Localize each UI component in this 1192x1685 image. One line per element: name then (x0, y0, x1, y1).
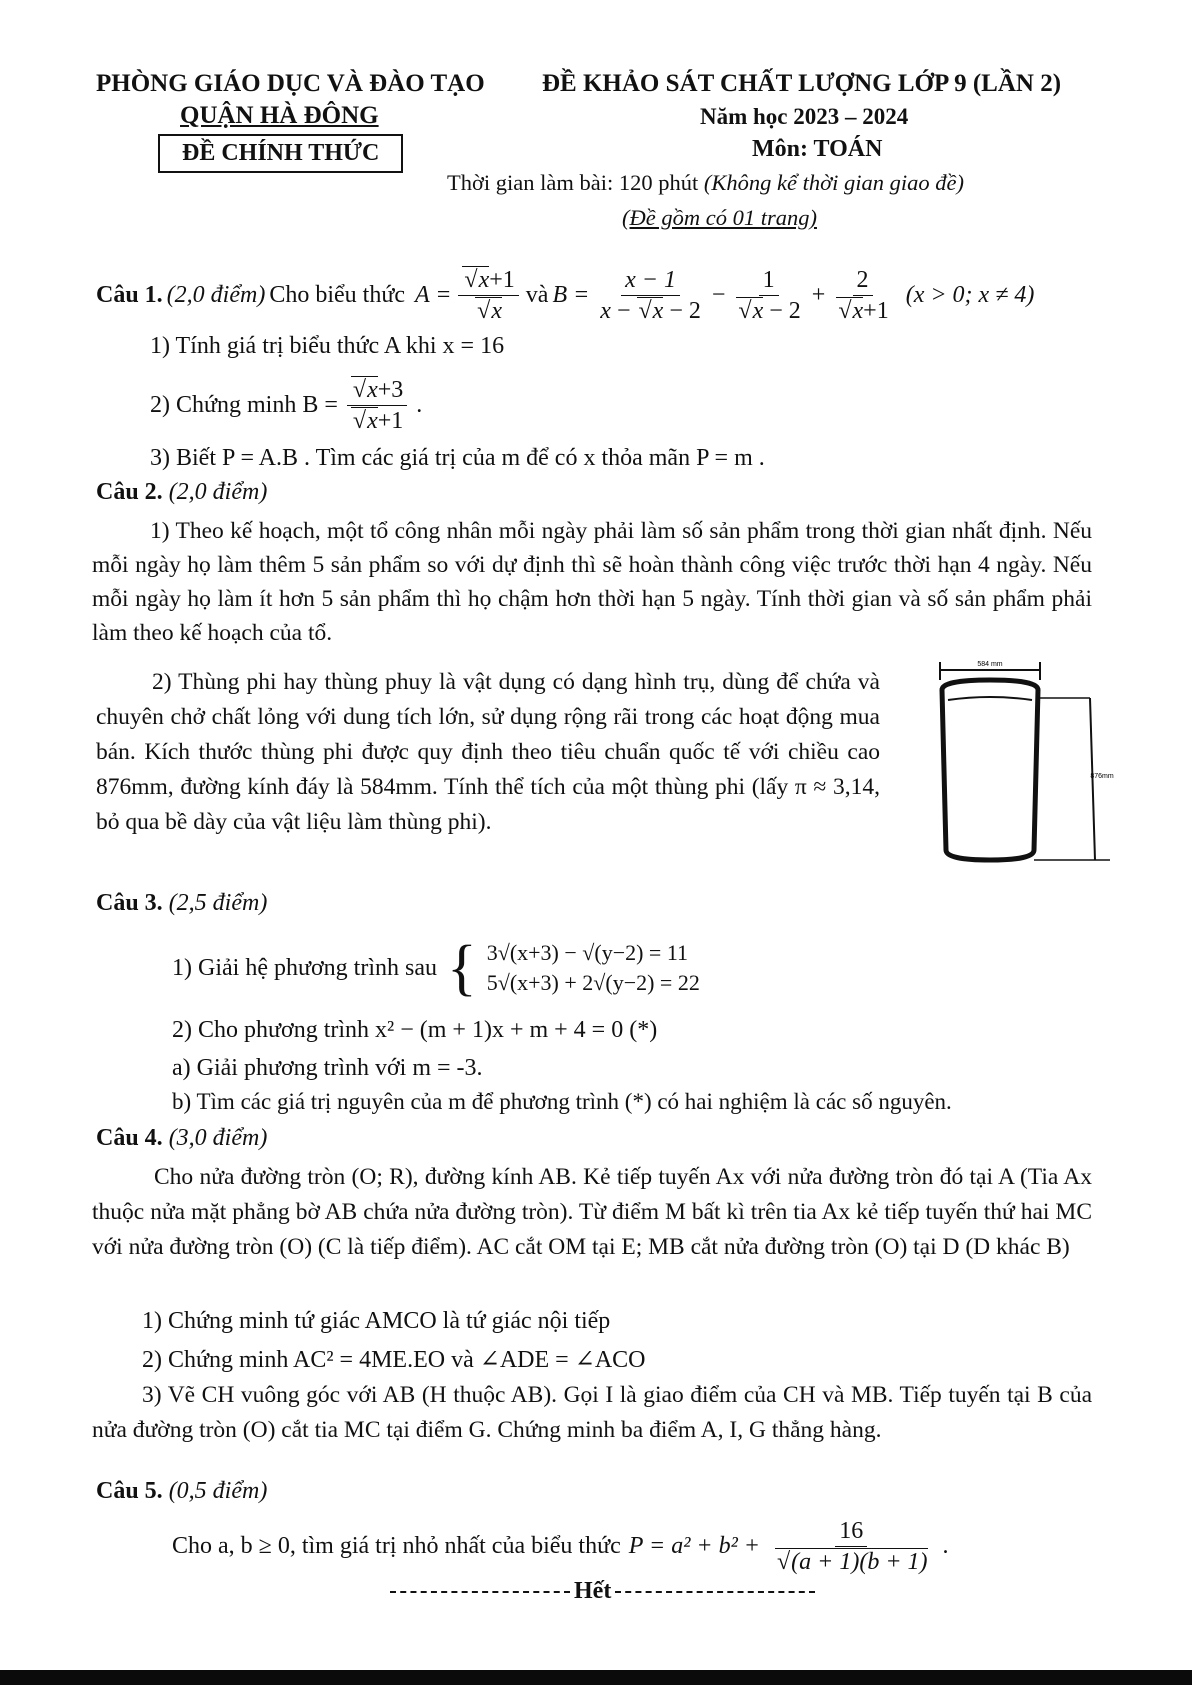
exam-title: ĐỀ KHẢO SÁT CHẤT LƯỢNG LỚP 9 (LẦN 2) (542, 70, 1062, 97)
q2-part2: 2) Thùng phi hay thùng phuy là vật dụng có dạng hình trụ, dùng để chứa và chuyên chở chất lỏng với dung tích lớn, sử dụng rộng rãi trong các hoạt động mua bán. Kích thước thùng phi được quy định theo tiêu chuẩn quốc tế với chiều cao 876mm, đường kính đáy là 584mm. Tính thể tích của một thùng phi (lấy π ≈ 3,14, bỏ qua bề dày của vật liệu làm thùng phi). (96, 669, 880, 835)
barrel-figure (920, 660, 1120, 870)
q5-numerator: 16 (835, 1516, 867, 1547)
q4-intro: Cho nửa đường tròn (O; R), đường kính AB. Kẻ tiếp tuyến Ax với nửa đường tròn đó tại A (Tia Ax thuộc nửa mặt phẳng bờ AB chứa nửa đường tròn). Từ điểm M bất kì trên tia Ax kẻ tiếp tuyến thứ hai MC với nửa đường tròn (O) (C là tiếp điểm). AC cắt OM tại E; MB cắt nửa đường tròn (O) tại D (D khác B) (92, 1164, 1092, 1260)
q5-points: (0,5 điểm) (168, 1478, 268, 1504)
q2-points: (2,0 điểm) (168, 479, 268, 505)
expr-b: B = (552, 281, 590, 308)
q1-condition: (x > 0; x ≠ 4) (905, 281, 1035, 308)
frac-b1: $\frac{x - 1}{x - √ x - 2}$ (596, 265, 705, 326)
q5-intro: Cho a, b ≥ 0, tìm giá trị nhỏ nhất của biểu thức (172, 1532, 621, 1559)
end-rule-right (615, 1591, 815, 1593)
q3-part2a: a) Giải phương trình với m = -3. (172, 1055, 483, 1081)
time-note: (Không kể thời gian giao đề) (703, 170, 964, 195)
q1-header: Câu 1. (2,0 điểm) Cho biểu thức A = √ x+1 √ x và B = $\frac{x - 1}{x - √ x - 2}$ − 1 √ x − 2 + 2 √ x+1 (x > 0; x ≠ 4) (96, 258, 1034, 332)
subject: Môn: TOÁN (752, 136, 883, 162)
q3-part2b: b) Tìm các giá trị nguyên của m để phương trình (*) có hai nghiệm là các số nguyên. (172, 1089, 952, 1114)
q5-expr-left: P = a² + b² + (628, 1532, 760, 1559)
q1-points: (2,0 điểm) (166, 281, 266, 308)
department-name: PHÒNG GIÁO DỤC VÀ ĐÀO TẠO (96, 70, 485, 97)
q5-denominator: √ (a + 1)(b + 1) (775, 1548, 928, 1575)
q2-header (96, 479, 267, 506)
system-brace-icon: { (446, 934, 477, 1002)
q3-header (96, 890, 267, 917)
q5-statement: Cho a, b ≥ 0, tìm giá trị nhỏ nhất của biểu thức P = a² + b² + 16 √ (a + 1)(b + 1) . (172, 1506, 949, 1586)
barrel-height-label: 876mm (1090, 773, 1114, 780)
q3-points: (2,5 điểm) (168, 890, 268, 916)
q5-fraction (771, 1516, 932, 1577)
equation-system (487, 940, 700, 996)
q1-part2: 2) Chứng minh B = √ x+3 √ x+1 . (150, 368, 422, 442)
q1-part3: 3) Biết P = A.B . Tìm các giá trị của m để có x thỏa mãn P = m . (150, 445, 765, 471)
q3-part2: 2) Cho phương trình x² − (m + 1)x + m + 4 = 0 (*) (172, 1017, 658, 1043)
q1-part1: 1) Tính giá trị biểu thức A khi x = 16 (150, 333, 505, 359)
equation-2: 5√(x+3) + 2√(y−2) = 22 (486, 970, 700, 995)
end-text: Hết (574, 1578, 612, 1604)
time-label: Thời gian làm bài: 120 phút (447, 170, 699, 195)
q1-and: và (525, 281, 549, 308)
frac-prove: √ x+3 √ x+1 (347, 375, 407, 436)
expr-a: A = (414, 281, 452, 308)
time-limit (447, 170, 964, 196)
q4-part2: 2) Chứng minh AC² = 4ME.EO và ∠ADE = ∠ACO (142, 1347, 646, 1373)
q5-header (96, 1478, 267, 1505)
q1-part2-label: 2) Chứng minh B = (150, 391, 338, 418)
school-year: Năm học 2023 – 2024 (700, 104, 909, 129)
equation-1: 3√(x+3) − √(y−2) = 11 (486, 940, 689, 965)
district-name: QUẬN HÀ ĐÔNG (180, 102, 379, 129)
q2-part1: 1) Theo kế hoạch, một tổ công nhân mỗi ngày phải làm số sản phẩm trong thời gian nhất định. Nếu mỗi ngày họ làm thêm 5 sản phẩm so với dự định thì sẽ hoàn thành công việc trước thời hạn 4 ngày. Nếu mỗi ngày họ làm ít hơn 5 sản phẩm thì họ chậm hơn thời hạn 5 ngày. Tính thời gian và số sản phẩm phải làm theo kế hoạch của tổ. (92, 518, 1092, 646)
q1-intro: Cho biểu thức (269, 281, 405, 308)
frac-a: √ x+1 √ x (458, 265, 518, 326)
q4-title: Câu 4. (96, 1125, 163, 1151)
q4-part1: 1) Chứng minh tứ giác AMCO là tứ giác nội tiếp (142, 1308, 611, 1334)
q5-title: Câu 5. (96, 1478, 163, 1504)
frac-b2: 1 √ x − 2 (732, 265, 804, 326)
end-rule-left (390, 1591, 570, 1593)
end-marker (390, 1578, 815, 1605)
q3-title: Câu 3. (96, 890, 163, 916)
q4-part3: 3) Vẽ CH vuông góc với AB (H thuộc AB). Gọi I là giao điểm của CH và MB. Tiếp tuyến tại B của nửa đường tròn (O) cắt tia MC tại điểm G. Chứng minh ba điểm A, I, G thẳng hàng. (92, 1382, 1092, 1443)
barrel-diameter-label: 584 mm (977, 661, 1003, 668)
scan-bottom-edge (0, 1670, 1192, 1685)
q1-title: Câu 1. (96, 281, 163, 308)
q4-points: (3,0 điểm) (168, 1125, 268, 1151)
q4-header (96, 1125, 267, 1152)
q3-part1 (172, 934, 700, 1002)
official-badge: ĐỀ CHÍNH THỨC (158, 134, 403, 173)
q2-title: Câu 2. (96, 479, 163, 505)
q3-part1-label: 1) Giải hệ phương trình sau (172, 954, 437, 981)
frac-b3: 2 √ x+1 (832, 265, 892, 326)
pages-note: (Đề gồm có 01 trang) (622, 205, 817, 230)
